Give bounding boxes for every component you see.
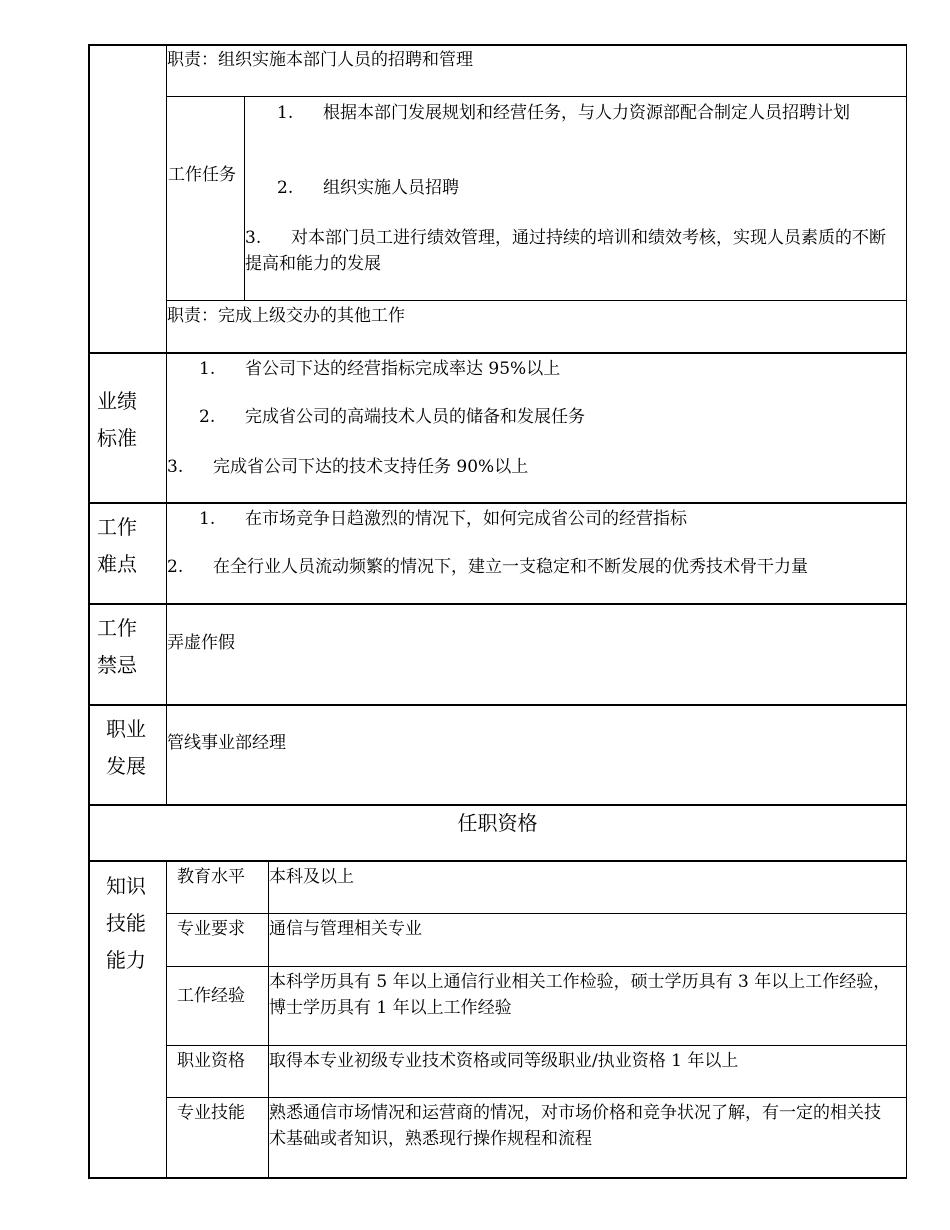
performance-item-3-num: 3. (167, 457, 184, 477)
border-qual-row3 (166, 1045, 907, 1046)
border-taboo-bottom (88, 704, 907, 706)
difficulty-label-line1: 工作 (97, 515, 137, 539)
task-item-2-text: 组织实施人员招聘 (323, 178, 459, 198)
border-top-block-bottom (88, 352, 907, 354)
border-duty1-bottom (166, 96, 907, 97)
performance-label-line1: 业绩 (97, 389, 137, 413)
qualifications-group-line3: 能力 (106, 948, 146, 972)
border-performance-bottom (88, 502, 907, 504)
task-item-2 (277, 175, 459, 201)
taboo-label-line1: 工作 (97, 616, 137, 640)
task-item-1-num: 1. (277, 103, 294, 123)
border-career-bottom (88, 804, 907, 806)
border-qual-row1 (166, 913, 907, 914)
performance-item-1-num: 1. (199, 359, 216, 379)
border-outer-bottom (88, 1177, 907, 1179)
qual-row-1-value: 本科及以上 (269, 867, 354, 887)
career-label-line1: 职业 (106, 717, 146, 741)
task-item-1-text: 根据本部门发展规划和经营任务，与人力资源部配合制定人员招聘计划 (323, 103, 850, 123)
performance-item-3-text: 完成省公司下达的技术支持任务 90%以上 (213, 457, 529, 477)
qual-row-4-label: 职业资格 (177, 1051, 245, 1071)
performance-label (97, 383, 137, 457)
taboo-label-line2: 禁忌 (97, 653, 137, 677)
border-label-col (166, 44, 168, 805)
task-item-2-num: 2. (277, 178, 294, 198)
qual-row-3-value: 本科学历具有 5 年以上通信行业相关工作检验，硕士学历具有 3 年以上工作经验，博士学历具有 1 年以上工作经验 (269, 972, 891, 1018)
border-title-bottom (88, 860, 907, 862)
difficulty-item-1-text: 在市场竞争日趋激烈的情况下，如何完成省公司的经营指标 (245, 509, 687, 529)
difficulty-item-1-num: 1. (199, 509, 216, 529)
task-item-3-text: 对本部门员工进行绩效管理，通过持续的培训和绩效考核，实现人员素质的不断提高和能力的发展 (245, 228, 886, 274)
difficulty-item-1 (199, 506, 687, 532)
qual-row-3-label: 工作经验 (177, 986, 245, 1006)
difficulty-item-2 (167, 554, 808, 580)
career-label (106, 711, 146, 785)
border-qual-row2 (166, 966, 907, 967)
border-label-col-lower (166, 861, 168, 1178)
qual-row-1-label: 教育水平 (177, 867, 245, 887)
border-outer-left (88, 44, 90, 1178)
performance-item-2-text: 完成省公司的高端技术人员的储备和发展任务 (245, 407, 585, 427)
performance-item-3 (167, 454, 528, 480)
difficulty-item-2-text: 在全行业人员流动频繁的情况下，建立一支稳定和不断发展的优秀技术骨干力量 (213, 557, 808, 577)
border-difficulty-bottom (88, 603, 907, 605)
duty-1: 职责：组织实施本部门人员的招聘和管理 (167, 50, 473, 70)
performance-item-1 (199, 356, 560, 382)
qual-row-5-value: 熟悉通信市场情况和运营商的情况，对市场价格和竞争状况了解，有一定的相关技术基础或者知识，熟悉现行操作规程和流程 (269, 1103, 881, 1149)
qual-row-4-value: 取得本专业初级专业技术资格或同等级职业/执业资格 1 年以上 (269, 1051, 739, 1071)
task-item-1 (277, 100, 887, 126)
duty-2: 职责：完成上级交办的其他工作 (167, 306, 405, 326)
task-item-3-num: 3. (245, 228, 262, 248)
border-outer-top (88, 44, 907, 46)
performance-label-line2: 标准 (97, 426, 137, 450)
taboo-label (97, 610, 137, 684)
qualifications-group-line1: 知识 (106, 874, 146, 898)
border-tasks-bottom (166, 300, 907, 301)
difficulty-label (97, 509, 137, 583)
qual-row-2-value: 通信与管理相关专业 (269, 919, 422, 939)
difficulty-item-2-num: 2. (167, 557, 184, 577)
task-item-3 (245, 225, 890, 277)
task-label: 工作任务 (168, 165, 236, 185)
performance-item-2-num: 2. (199, 407, 216, 427)
career-text: 管线事业部经理 (167, 733, 286, 753)
border-qual-row4 (166, 1097, 907, 1098)
qualifications-group-line2: 技能 (106, 911, 146, 935)
performance-item-2 (199, 404, 585, 430)
performance-item-1-text: 省公司下达的经营指标完成率达 95%以上 (245, 359, 561, 379)
qual-row-2-label: 专业要求 (177, 919, 245, 939)
qualifications-group-label (106, 868, 146, 979)
difficulty-label-line2: 难点 (97, 552, 137, 576)
career-label-line2: 发展 (106, 754, 146, 778)
border-outer-right (906, 44, 908, 1178)
qualifications-title: 任职资格 (457, 811, 538, 835)
taboo-text: 弄虚作假 (167, 633, 235, 653)
qual-row-5-label: 专业技能 (177, 1103, 245, 1123)
